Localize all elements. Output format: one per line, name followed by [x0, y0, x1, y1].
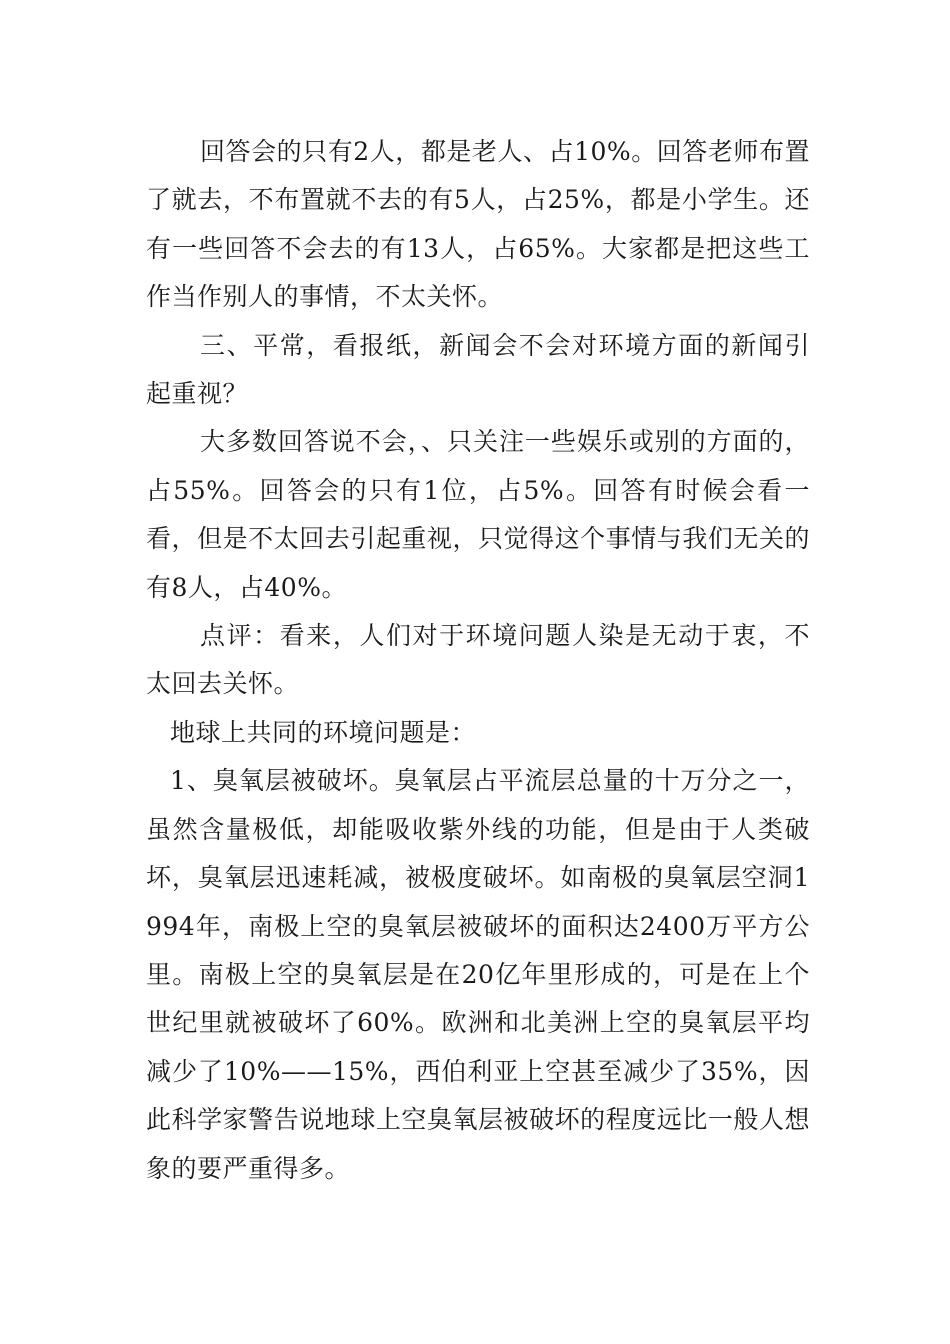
document-body: [146, 128, 810, 1193]
paragraph-comment: 点评：看来，人们对于环境问题人染是无动于衷，不太回去关怀。: [146, 621, 810, 699]
paragraph-ozone-layer: 1、臭氧层被破坏。臭氧层占平流层总量的十万分之一，虽然含量极低，却能吸收紫外线的功能，但是由于人类破坏，臭氧层迅速耗减，被极度破坏。如南极的臭氧层空洞1994年，南极上空的臭氧层被破坏的面积达2400万平方公里。南极上空的臭氧层是在20亿年里形成的，可是在上个世纪里就被破坏了60%。欧洲和北美洲上空的臭氧层平均减少了10%——15%，西伯利亚上空甚至减少了35%，因此科学家警告说地球上空臭氧层被破坏的程度远比一般人想象的要严重得多。: [146, 766, 810, 1183]
paragraph-survey-results: 回答会的只有2人，都是老人、占10%。回答老师布置了就去，不布置就不去的有5人，占25%，都是小学生。还有一些回答不会去的有13人，占65%。大家都是把这些工作当作别人的事情，不太关怀。: [146, 137, 810, 312]
paragraph-global-issues-heading: 地球上共同的环境问题是：: [170, 717, 477, 747]
paragraph-question-three-answers: 大多数回答说不会，、只关注一些娱乐或别的方面的，占55%。回答会的只有1位，占5%。回答有时候会看一看，但是不太回去引起重视，只觉得这个事情与我们无关的有8人，占40%。: [146, 427, 810, 602]
paragraph-question-three: 三、平常，看报纸，新闻会不会对环境方面的新闻引起重视？: [146, 330, 810, 409]
